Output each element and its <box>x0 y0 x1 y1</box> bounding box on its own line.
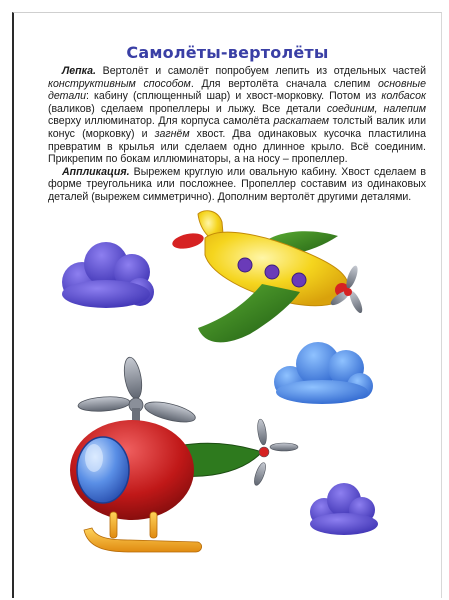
cloud-blue-right <box>274 342 373 404</box>
emphasis: колбасок <box>381 90 426 103</box>
text-span: (валиков) сделаем пропеллеры и лыжу. Все детали <box>48 102 327 115</box>
emphasis: конструктивным способом <box>48 77 191 90</box>
tail-rotor-icon <box>252 419 298 487</box>
plane-window-icon <box>292 273 306 287</box>
text-span: Вертолёт и самолёт попробуем лепить из отдельных частей <box>95 65 426 77</box>
text-span: хвост. Два одинаковых кусочка пластилина превратим в крылья или сделаем одно длинное крыло. Всё соединим. Прикрепим по бокам иллюминаторы, а на носу – пропеллер. <box>48 127 427 166</box>
text-span: толстый валик или конус (морковку) и <box>48 115 426 140</box>
plane-red-stabilizer <box>171 231 205 251</box>
text-span: сверху иллюминатор. Для корпуса самолёта <box>48 115 274 128</box>
emphasis: раскатаем <box>273 115 330 128</box>
lead-applique: Аппликация. <box>62 165 130 178</box>
rotor-mast <box>132 408 140 422</box>
emphasis: основные детали <box>48 77 426 103</box>
airplane <box>171 211 365 343</box>
cloud-purple-left <box>62 242 154 308</box>
cloud-purple-bottom <box>310 483 378 535</box>
emphasis: соединим, налепим <box>326 102 426 115</box>
page-title: Самолёты-вертолёты <box>126 43 329 62</box>
plane-window-icon <box>265 265 279 279</box>
text-span: : кабину (сплющенный шар) и хвост-морковку. Потом из <box>85 90 382 103</box>
plane-front-wing <box>198 284 300 342</box>
plane-window-icon <box>238 258 252 272</box>
lead-modeling: Лепка. <box>62 65 96 77</box>
heli-cockpit <box>77 437 129 503</box>
text-span: . Для вертолёта сначала слепим <box>190 77 379 90</box>
emphasis: загнём <box>154 127 190 140</box>
cockpit-highlight <box>85 444 103 472</box>
helicopter <box>70 356 298 552</box>
text-span: Вырежем круглую или овальную кабину. Хвост сделаем в форме треугольника или посложнее. Пропеллер составим из одинаковых деталей (вырежем симметрично). Дополним вертолёт другими деталями. <box>48 165 426 203</box>
